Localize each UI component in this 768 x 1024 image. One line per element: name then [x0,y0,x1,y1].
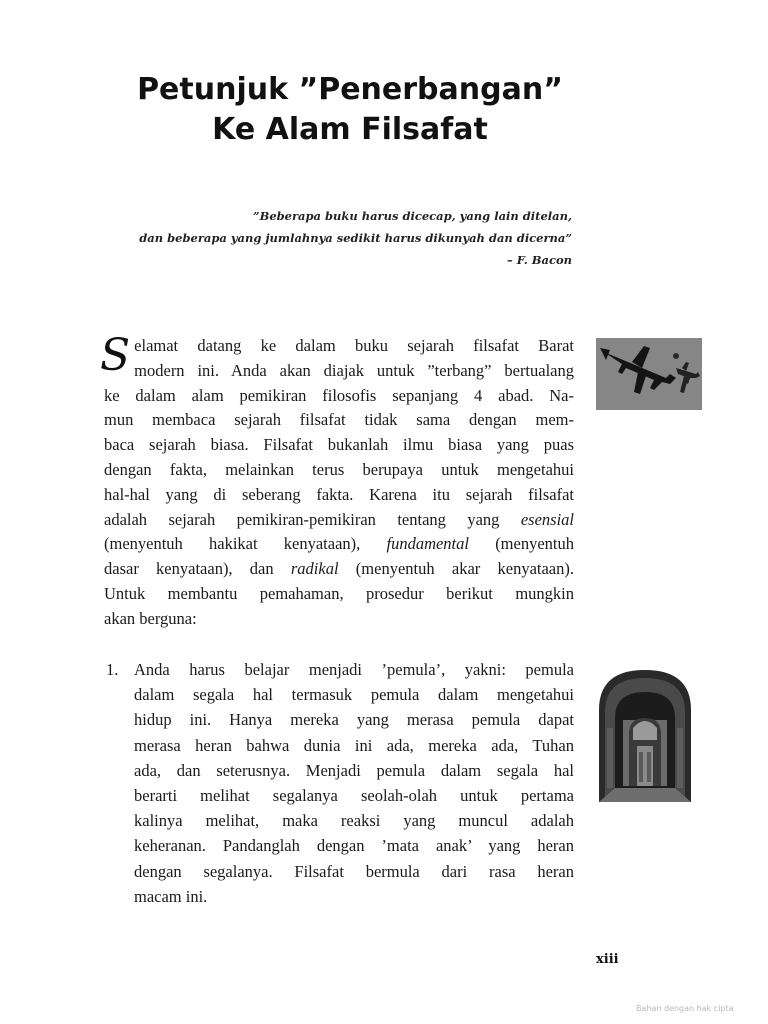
chapter-title-line-2: Ke Alam Filsafat [212,112,488,147]
text-run: (menyentuh akar kenyataan). [338,559,575,579]
airplane-image [596,338,702,410]
epigraph-attribution: – F. Bacon [507,253,572,267]
airplane-icon [596,338,702,410]
doorway-icon [595,668,695,803]
list-line: ada, dan seterusnya. Menjadi pemula dalam segala hal [134,760,574,780]
italic-term-radikal: radikal [290,559,339,579]
paragraph-line [104,557,574,582]
paragraph-line: ke dalam alam pemikiran filosofis sepanjang 4 abad. Na- [104,385,574,405]
epigraph-line-1: ”Beberapa buku harus dicecap, yang lain ditelan, [252,209,572,223]
intro-paragraph [100,330,575,632]
list-line: Anda harus belajar menjadi ’pemula’, yakni: pemula [134,660,574,679]
list-line: hidup ini. Hanya mereka yang merasa pemula dapat [134,710,574,730]
paragraph-line: dengan fakta, melainkan terus berupaya untuk mengetahui [104,459,574,479]
epigraph-line-2: dan beberapa yang jumlahnya sedikit harus dikunyah dan dicerna” [139,231,572,245]
epigraph-quote [92,205,572,271]
paragraph-line [104,508,574,533]
list-line: merasa heran bahwa dunia ini ada, mereka ada, Tuhan [134,735,574,755]
paragraph-line: hal-hal yang di seberang fakta. Karena itu sejarah filsafat [104,484,574,504]
chapter-title-line-1: Petunjuk ”Penerbangan” [137,72,563,107]
list-item-number: 1. [106,660,119,679]
italic-term-fundamental: fundamental [386,534,469,554]
list-line: macam ini. [134,886,208,906]
paragraph-line: modern ini. Anda akan diajak untuk ”terbang” bertualang [134,360,574,380]
text-run: dasar kenyataan), dan [104,559,291,579]
list-line: dengan segalanya. Filsafat bermula dari rasa heran [134,861,574,881]
italic-term-esensial: esensial [520,509,574,529]
paragraph-line: akan berguna: [104,608,197,628]
paragraph-line: baca sejarah biasa. Filsafat bukanlah ilmu biasa yang puas [104,435,574,455]
list-line: keheranan. Pandanglah dengan ’mata anak’ yang heran [134,836,574,856]
paragraph-line: elamat datang ke dalam buku sejarah filsafat Barat [134,336,574,355]
list-line: berarti melihat segalanya seolah-olah untuk pertama [134,786,574,806]
text-run: adalah sejarah pemikiran-pemikiran tentang yang [104,509,521,529]
text-run: (menyentuh hakikat kenyataan), [104,534,387,554]
list-line: kalinya melihat, maka reaksi yang muncul adalah [134,811,574,831]
page-number: xiii [596,952,619,967]
paragraph-line [104,532,574,557]
paragraph-line: mun membaca sejarah filsafat tidak sama dengan mem- [104,410,574,430]
chapter-title [100,70,600,150]
arched-doorway-image [595,668,695,803]
copyright-watermark: Bahan dengan hak cipta [636,1004,734,1013]
list-line: dalam segala hal termasuk pemula dalam mengetahui [134,685,574,705]
drop-cap: S [100,330,131,381]
text-run: (menyentuh [468,534,574,554]
paragraph-line: Untuk membantu pemahaman, prosedur berikut mungkin [104,583,574,603]
list-item-body [134,657,574,909]
